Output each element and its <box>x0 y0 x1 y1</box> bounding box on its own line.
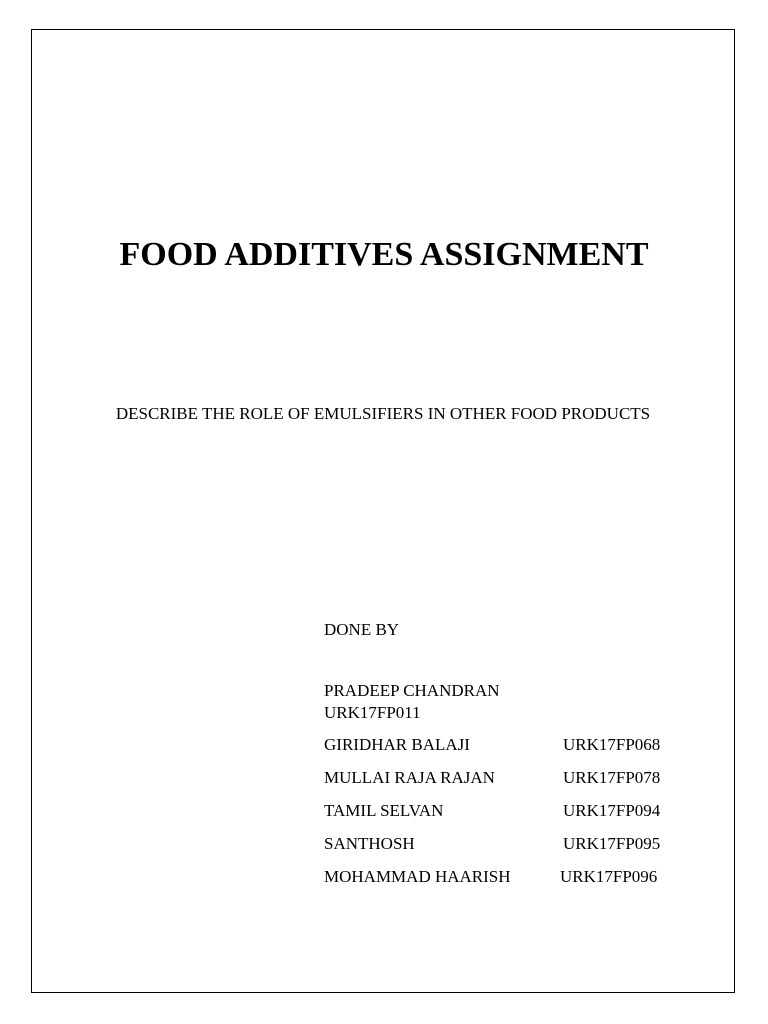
member-name: GIRIDHAR BALAJI <box>324 735 470 754</box>
member-id: URK17FP096 <box>560 867 658 886</box>
member-name: PRADEEP CHANDRAN <box>324 681 500 700</box>
document-title: FOOD ADDITIVES ASSIGNMENT <box>119 236 649 273</box>
member-row <box>324 734 704 767</box>
done-by-label: DONE BY <box>324 620 400 639</box>
member-id: URK17FP078 <box>563 768 661 787</box>
member-id: URK17FP011 <box>324 703 421 722</box>
member-id: URK17FP068 <box>563 735 661 754</box>
member-name: SANTHOSH <box>324 834 415 853</box>
member-name: MULLAI RAJA RAJAN <box>324 768 495 787</box>
member-row <box>324 866 704 899</box>
first-member <box>324 680 500 724</box>
member-name: TAMIL SELVAN <box>324 801 444 820</box>
member-id: URK17FP094 <box>563 801 661 820</box>
assignment-topic: DESCRIBE THE ROLE OF EMULSIFIERS IN OTHER FOOD PRODUCTS <box>115 404 651 423</box>
member-row <box>324 767 704 800</box>
member-name: MOHAMMAD HAARISH <box>324 867 511 886</box>
member-row <box>324 833 704 866</box>
member-id: URK17FP095 <box>563 834 661 853</box>
member-row <box>324 800 704 833</box>
member-list <box>324 734 704 899</box>
